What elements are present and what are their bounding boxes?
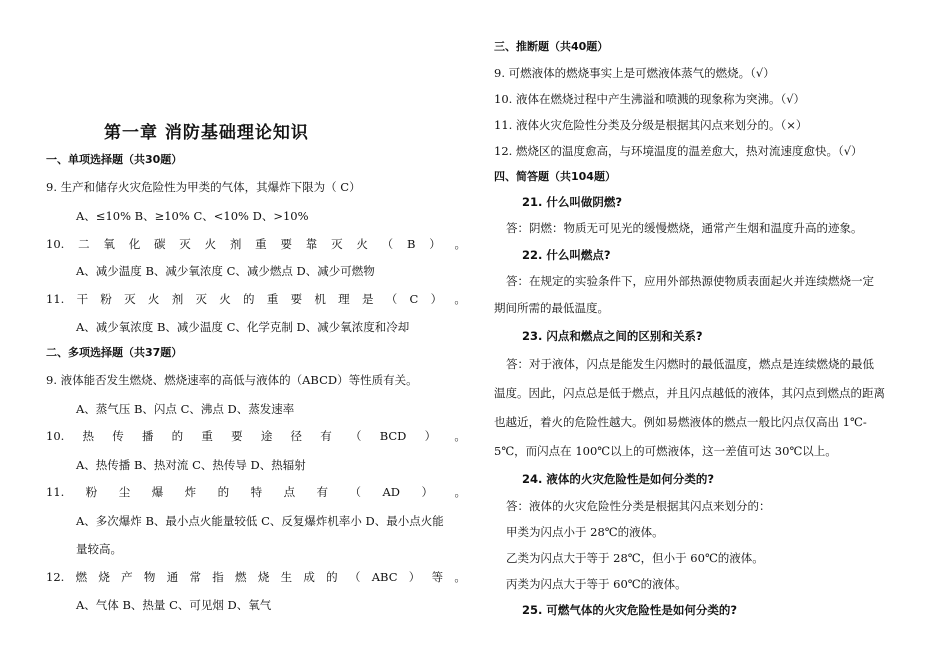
question-token: 烧 (257, 570, 270, 584)
question-single-10-options: A、减少温度 B、减少氧浓度 C、减少燃点 D、减少可燃物 (76, 264, 375, 278)
question-token: 热 (82, 429, 95, 443)
question-token: ） (421, 485, 433, 499)
question-multi-11 (46, 485, 466, 499)
question-token: 播 (141, 429, 154, 443)
question-single-11-options: A、减少氧浓度 B、减少温度 C、化学克制 D、减少氧浓度和冷却 (76, 320, 410, 334)
short-answer-23-answer-line1: 答：对于液体，闪点是能发生闪燃时的最低温度，燃点是连续燃烧的最低 (506, 357, 874, 371)
judgment-9: 9. 可燃液体的燃烧事实上是可燃液体蒸气的燃烧。（√） (494, 66, 775, 80)
question-token: 通 (166, 570, 179, 584)
question-token: ） (424, 429, 437, 443)
question-token: 。 (454, 429, 466, 443)
question-token: 理 (338, 292, 350, 306)
question-token: 碳 (153, 237, 166, 251)
question-token: 干 (76, 292, 89, 306)
question-token: 10. (46, 237, 65, 251)
short-answer-24-answer-line3: 乙类为闪点大于等于 28℃，但小于 60℃的液体。 (506, 551, 764, 565)
question-text: 9. 生产和储存火灾危险性为甲类的气体，其爆炸下限为（ C） (46, 180, 361, 194)
question-token: BCD (379, 429, 407, 443)
question-token: 火 (147, 292, 160, 306)
question-token: C (409, 292, 419, 306)
question-token: 。 (454, 570, 466, 584)
question-token: 要 (290, 292, 303, 306)
question-token: （ (349, 485, 362, 499)
question-multi-12-options: A、气体 B、热量 C、可见烟 D、氧气 (76, 598, 272, 612)
question-token: ） (429, 237, 441, 251)
question-token: （ (385, 292, 398, 306)
question-token: 火 (356, 237, 368, 251)
question-token: 特 (250, 485, 263, 499)
question-token: 的 (171, 429, 184, 443)
question-token: 是 (361, 292, 374, 306)
section-heading-short-answer: 四、简答题（共104题） (494, 170, 616, 183)
question-token: 有 (316, 485, 329, 499)
short-answer-24-question: 24. 液体的火灾危险性是如何分类的? (522, 472, 715, 486)
short-answer-25-question: 25. 可燃气体的火灾危险性是如何分类的? (522, 603, 738, 617)
short-answer-23-answer-line3: 也越近，着火的危险性越大。例如易燃液体的燃点一般比闪点仅高出 1℃- (494, 415, 867, 429)
short-answer-22-answer-line2: 期间所需的最低温度。 (494, 301, 609, 315)
question-token: 等 (431, 570, 444, 584)
question-token: 氧 (103, 237, 115, 251)
judgment-10: 10. 液体在燃烧过程中产生沸溢和喷溅的现象称为突沸。（√） (494, 92, 806, 106)
question-token: 成 (303, 570, 315, 584)
question-single-10 (46, 237, 466, 251)
section-heading-single-choice: 一、单项选择题（共30题） (46, 153, 183, 166)
question-token: 11. (46, 485, 65, 499)
question-token: 12. (46, 570, 65, 584)
question-token: 剂 (171, 292, 184, 306)
question-token: 生 (280, 570, 293, 584)
question-token: 靠 (305, 237, 318, 251)
question-token: 传 (112, 429, 124, 443)
question-token: 指 (212, 570, 224, 584)
short-answer-23-answer-line2: 温度。因此，闪点总是低于燃点，并且闪点越低的液体，其闪点到燃点的距离 (494, 386, 885, 400)
question-token: 爆 (151, 485, 164, 499)
question-multi-9-options: A、蒸气压 B、闪点 C、沸点 D、蒸发速率 (76, 402, 295, 416)
question-token: 10. (46, 429, 65, 443)
question-token: （ (381, 237, 394, 251)
question-single-11 (46, 292, 466, 306)
short-answer-22-answer-line1: 答：在规定的实验条件下，应用外部热源使物质表面起火并连续燃烧一定 (506, 274, 874, 288)
question-token: 化 (128, 237, 141, 251)
question-token: （ (349, 429, 362, 443)
question-token: ） (408, 570, 421, 584)
question-token: 重 (201, 429, 213, 443)
question-token: 途 (260, 429, 273, 443)
question-token: 有 (320, 429, 332, 443)
short-answer-23-answer-line4: 5℃，而闪点在 100℃以上的可燃液体，这一差值可达 30℃以上。 (494, 444, 837, 458)
question-multi-11-options: A、多次爆炸 B、最小点火能量较低 C、反复爆炸机率小 D、最小点火能 (76, 514, 444, 528)
short-answer-23-question: 23. 闪点和燃点之间的区别和关系? (522, 329, 703, 343)
question-token: ABC (371, 570, 398, 584)
question-token: 二 (78, 237, 90, 251)
question-token: 烧 (98, 570, 110, 584)
question-token: 。 (454, 485, 466, 499)
question-token: 炸 (184, 485, 197, 499)
short-answer-24-answer-line4: 丙类为闪点大于等于 60℃的液体。 (506, 577, 687, 591)
question-multi-10 (46, 429, 466, 443)
question-token: 机 (314, 292, 326, 306)
short-answer-24-answer-line1: 答：液体的火灾危险性分类是根据其闪点来划分的： (506, 499, 771, 513)
question-token: 点 (283, 485, 296, 499)
question-token: 火 (219, 292, 231, 306)
question-token: 火 (204, 237, 217, 251)
question-token: 重 (255, 237, 267, 251)
question-token: 产 (121, 570, 133, 584)
judgment-12: 12. 燃烧区的温度愈高，与环境温度的温差愈大，热对流速度愈快。（√） (494, 144, 863, 158)
question-token: 灭 (124, 292, 136, 306)
question-token: AD (382, 485, 401, 499)
short-answer-24-answer-line2: 甲类为闪点小于 28℃的液体。 (506, 525, 664, 539)
question-token: 燃 (75, 570, 88, 584)
question-multi-11-options-cont: 量较高。 (76, 542, 122, 556)
question-single-9-options: A、≤10% B、≥10% C、<10% D、>10% (76, 209, 309, 223)
question-token: 要 (280, 237, 292, 251)
chapter-title: 第一章 消防基础理论知识 (104, 123, 309, 143)
question-token: B (406, 237, 416, 251)
question-token: 的 (243, 292, 255, 306)
short-answer-22-question: 22. 什么叫燃点? (522, 248, 611, 262)
question-token: 11. (46, 292, 65, 306)
judgment-11: 11. 液体火灾危险性分类及分级是根据其闪点来划分的。（×） (494, 118, 808, 132)
section-heading-judgment: 三、推断题（共40题） (494, 40, 609, 53)
question-token: 尘 (118, 485, 131, 499)
question-token: 剂 (229, 237, 242, 251)
question-token: 要 (231, 429, 243, 443)
short-answer-21-question: 21. 什么叫做阴燃? (522, 195, 623, 209)
question-token: 径 (290, 429, 303, 443)
question-token: 物 (143, 570, 156, 584)
question-token: 粉 (100, 292, 112, 306)
question-multi-12 (46, 570, 466, 584)
question-multi-10-options: A、热传播 B、热对流 C、热传导 D、热辐射 (76, 458, 306, 472)
question-single-9 (46, 180, 466, 194)
question-multi-9: 9. 液体能否发生燃烧、燃烧速率的高低与液体的（ABCD）等性质有关。 (46, 373, 418, 387)
question-token: 粉 (85, 485, 98, 499)
question-token: ） (430, 292, 443, 306)
question-token: 燃 (235, 570, 247, 584)
question-token: 的 (326, 570, 338, 584)
question-token: 重 (266, 292, 279, 306)
question-token: 灭 (331, 237, 343, 251)
question-token: 。 (454, 292, 466, 306)
question-token: 的 (217, 485, 230, 499)
question-token: 灭 (179, 237, 191, 251)
question-token: 常 (189, 570, 201, 584)
question-token: 灭 (195, 292, 207, 306)
question-token: 。 (454, 237, 466, 251)
short-answer-21-answer: 答：阴燃：物质无可见光的缓慢燃烧，通常产生烟和温度升高的迹象。 (506, 221, 863, 235)
section-heading-multi-choice: 二、多项选择题（共37题） (46, 346, 183, 359)
question-token: （ (348, 570, 361, 584)
